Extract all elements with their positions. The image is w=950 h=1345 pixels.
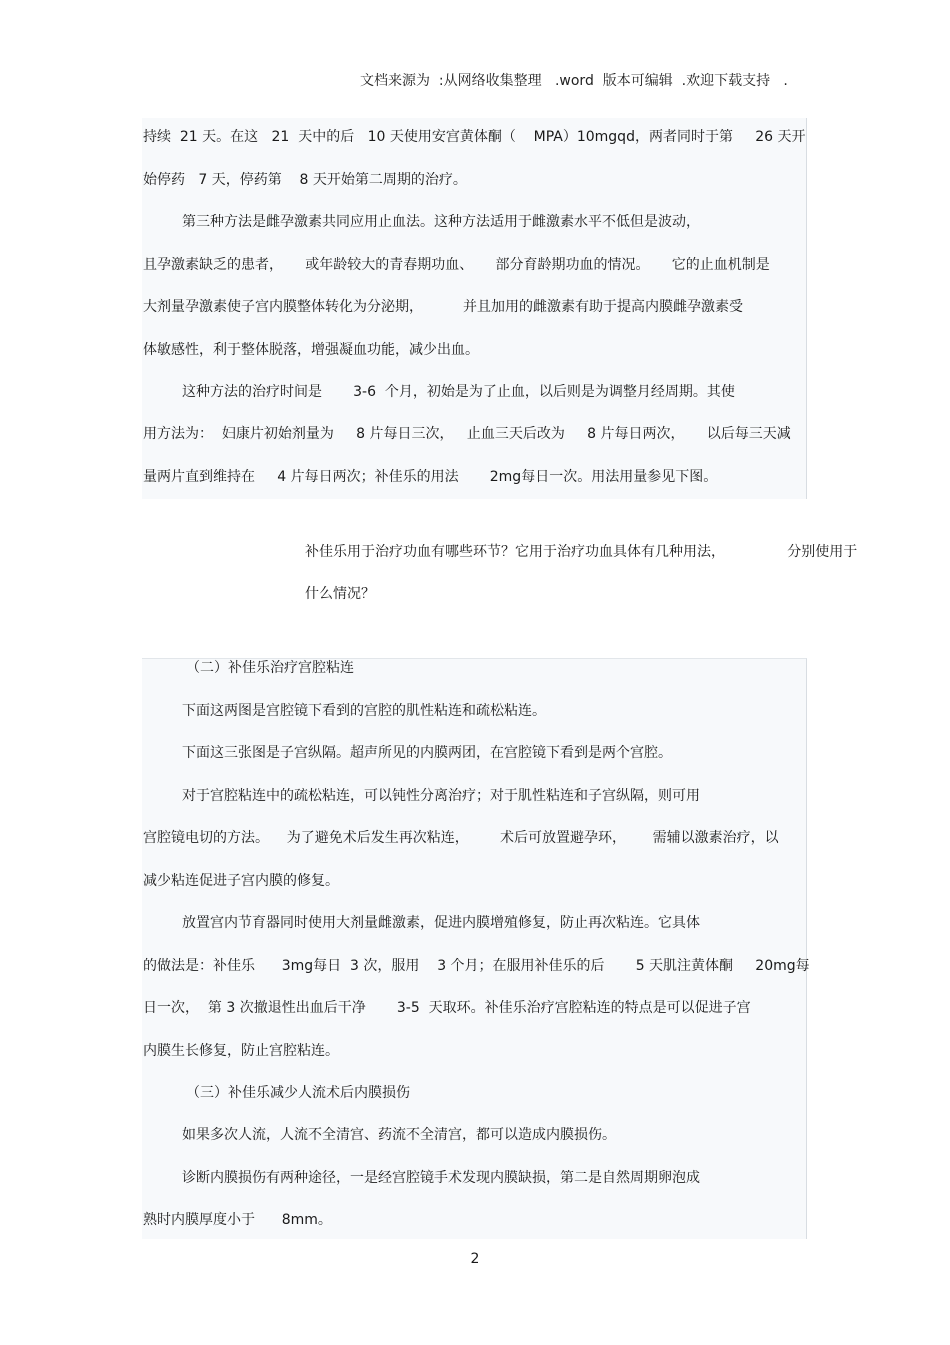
paragraph-line: 始停药 7 天，停药第 8 天开始第二周期的治疗。 [143, 172, 467, 188]
paragraph-line: 对于宫腔粘连中的疏松粘连，可以钝性分离治疗；对于肌性粘连和子宫纵隔，则可用 [182, 788, 700, 804]
paragraph-line: 内膜生长修复，防止宫腔粘连。 [143, 1043, 339, 1059]
paragraph-line: 且孕激素缺乏的患者， 或年龄较大的青春期功血、 部分育龄期功血的情况。 它的止血机制是 [143, 257, 770, 273]
section-heading: （二）补佳乐治疗宫腔粘连 [186, 660, 354, 676]
paragraph-line: 用方法为： 妇康片初始剂量为 8 片每日三次， 止血三天后改为 8 片每日两次， 以后每三天减 [143, 426, 791, 442]
paragraph-line: 放置宫内节育器同时使用大剂量雌激素，促进内膜增殖修复，防止再次粘连。它具体 [182, 915, 700, 931]
section-heading: （三）补佳乐减少人流术后内膜损伤 [186, 1085, 410, 1101]
paragraph-line: 的做法是：补佳乐 3mg每日 3 次，服用 3 个月；在服用补佳乐的后 5 天肌注黄体酮 20mg每 [143, 958, 810, 974]
paragraph-line: 如果多次人流，人流不全清宫、药流不全清宫，都可以造成内膜损伤。 [182, 1127, 616, 1143]
paragraph-line: 日一次， 第 3 次撤退性出血后干净 3-5 天取环。补佳乐治疗宫腔粘连的特点是可以促进子宫 [143, 1000, 751, 1016]
paragraph-line: 熟时内膜厚度小于 8mm。 [143, 1212, 332, 1228]
paragraph-line: 大剂量孕激素使子宫内膜整体转化为分泌期， 并且加用的雌激素有助于提高内膜雌孕激素受 [143, 299, 744, 315]
page-number: 2 [470, 1251, 480, 1267]
paragraph-line: 量两片直到维持在 4 片每日两次；补佳乐的用法 2mg每日一次。用法用量参见下图。 [143, 469, 718, 485]
paragraph-line: 第三种方法是雌孕激素共同应用止血法。这种方法适用于雌激素水平不低但是波动， [182, 214, 700, 230]
paragraph-line: 下面这两图是宫腔镜下看到的宫腔的肌性粘连和疏松粘连。 [182, 703, 546, 719]
paragraph-line: 宫腔镜电切的方法。 为了避免术后发生再次粘连， 术后可放置避孕环， 需辅以激素治疗，以 [143, 830, 779, 846]
paragraph-line: 持续 21 天。在这 21 天中的后 10 天使用安宫黄体酮（ MPA）10mgqd，两者同时于第 26 天开 [143, 129, 806, 145]
paragraph-line: 诊断内膜损伤有两种途径，一是经宫腔镜手术发现内膜缺损，第二是自然周期卵泡成 [182, 1170, 700, 1186]
question-line: 什么情况？ [305, 586, 375, 602]
paragraph-line: 下面这三张图是子宫纵隔。超声所见的内膜两团，在宫腔镜下看到是两个宫腔。 [182, 745, 672, 761]
paragraph-line: 体敏感性，利于整体脱落，增强凝血功能，减少出血。 [143, 342, 479, 358]
paragraph-line: 这种方法的治疗时间是 3-6 个月，初始是为了止血，以后则是为调整月经周期。其使 [182, 384, 735, 400]
question-line: 补佳乐用于治疗功血有哪些环节？它用于治疗功血具体有几种用法， 分别使用于 [305, 544, 858, 560]
page-header: 文档来源为 :从网络收集整理 .word 版本可编辑 .欢迎下载支持 . [360, 73, 788, 89]
paragraph-line: 减少粘连促进子宫内膜的修复。 [143, 873, 339, 889]
